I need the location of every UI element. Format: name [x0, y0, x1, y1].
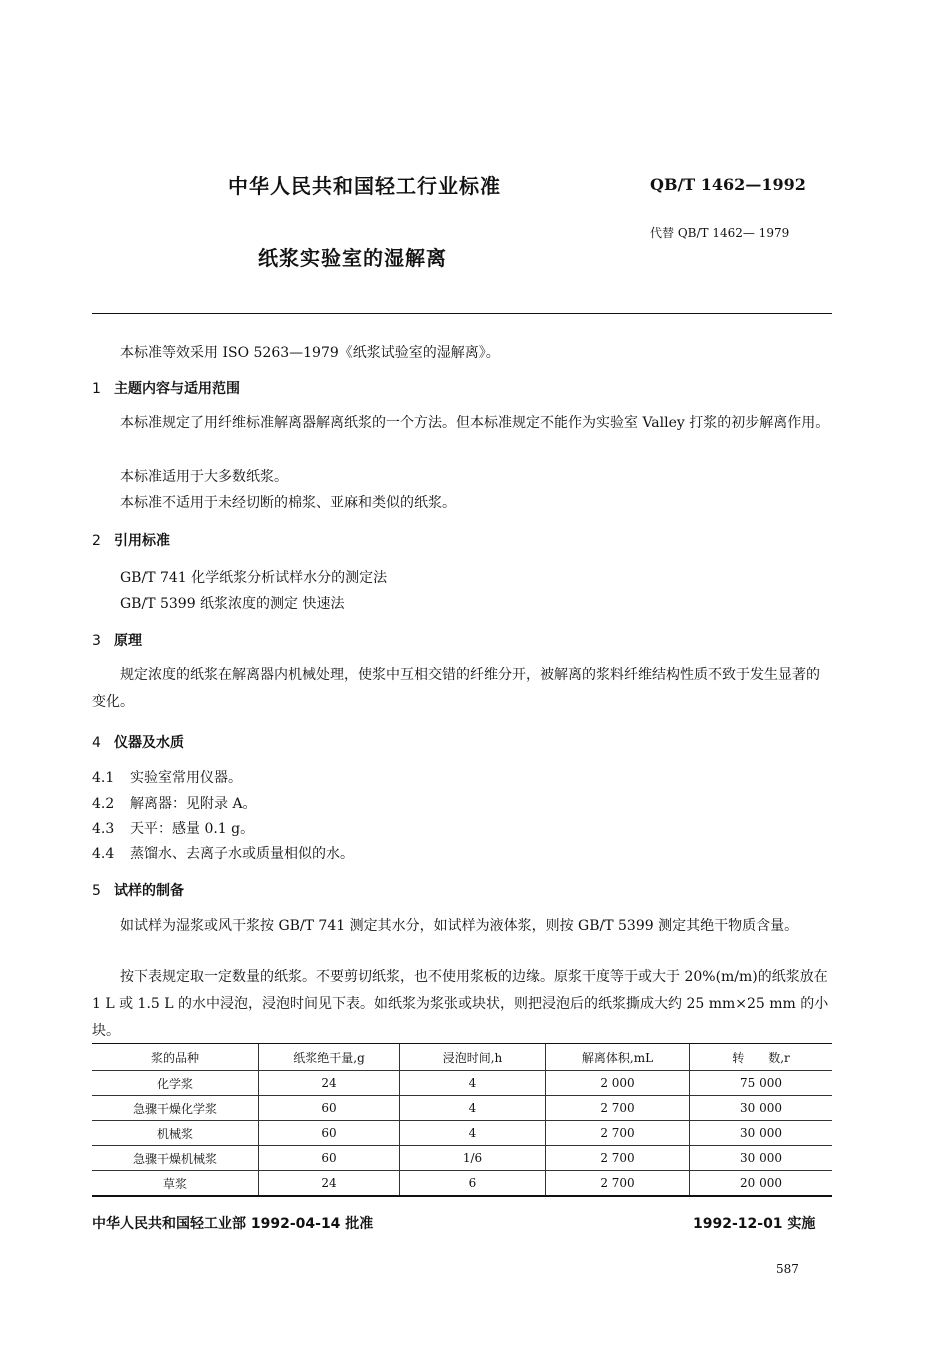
subclause-item: [92, 818, 254, 838]
section-number: 4: [92, 735, 101, 751]
subclause-text: 天平：感量 0.1 g。: [130, 821, 255, 837]
subclause-item: [92, 793, 257, 813]
table-cell: 30 000: [690, 1121, 833, 1146]
paragraph-text: 本标准规定了用纤维标准解离器解离纸浆的一个方法。但本标准规定不能作为实验室 Valley 打浆的初步解离作用。: [120, 415, 830, 431]
paragraph-text: 按下表规定取一定数量的纸浆。不要剪切纸浆，也不使用浆板的边缘。原浆干度等于或大于 20%(m/m)的纸浆放在 1 L 或 1.5 L 的水中浸泡，浸泡时间见下表。如纸浆为浆张或块状，则把浸泡后的纸浆撕成大约 25 mm×25 mm 的小块。: [92, 969, 829, 1039]
section-title: 仪器及水质: [114, 735, 184, 751]
section5-paragraph-2: [92, 964, 832, 1045]
table-cell: 草浆: [92, 1171, 259, 1196]
table-cell: 4: [400, 1121, 546, 1146]
table-cell: 6: [400, 1171, 546, 1196]
document-title: 纸浆实验室的湿解离: [258, 246, 447, 270]
table-cell: 2 700: [546, 1171, 690, 1196]
section-heading-4: [92, 732, 184, 752]
table-cell: 30 000: [690, 1096, 833, 1121]
table-cell: 24: [259, 1071, 400, 1096]
table-cell: 2 700: [546, 1121, 690, 1146]
section3-paragraph: [92, 662, 832, 716]
replaces-note: 代替 QB/T 1462— 1979: [650, 226, 790, 240]
footer-divider: [92, 1196, 832, 1197]
table-row: [92, 1121, 832, 1146]
reference-item: GB/T 5399 纸浆浓度的测定 快速法: [120, 596, 345, 612]
subclause-number: 4.3: [92, 821, 115, 837]
subclause-text: 实验室常用仪器。: [130, 770, 242, 786]
table-row: [92, 1071, 832, 1096]
paragraph-text: 规定浓度的纸浆在解离器内机械处理，使浆中互相交错的纤维分开，被解离的浆料纤维结构性质不致于发生显著的变化。: [92, 667, 820, 710]
table-cell: 急骤干燥化学浆: [92, 1096, 259, 1121]
table-header-row: [92, 1044, 832, 1071]
section1-paragraph: [92, 410, 832, 437]
column-header: 浸泡时间,h: [400, 1044, 546, 1071]
reference-item: GB/T 741 化学纸浆分析试样水分的测定法: [120, 570, 388, 586]
table-cell: 20 000: [690, 1171, 833, 1196]
standard-number: QB/T 1462—1992: [650, 175, 806, 194]
subclause-number: 4.1: [92, 770, 115, 786]
section-title: 主题内容与适用范围: [114, 381, 240, 397]
column-header: 纸浆绝干量,g: [259, 1044, 400, 1071]
table-cell: 4: [400, 1071, 546, 1096]
subclause-text: 蒸馏水、去离子水或质量相似的水。: [130, 846, 354, 862]
table-cell: 机械浆: [92, 1121, 259, 1146]
section-heading-3: [92, 630, 142, 650]
subclause-text: 解离器：见附录 A。: [130, 796, 257, 812]
section-heading-1: [92, 378, 240, 398]
table-row: [92, 1096, 832, 1121]
table-cell: 30 000: [690, 1146, 833, 1171]
page-number: 587: [776, 1262, 799, 1276]
subclause-item: [92, 767, 242, 787]
section5-paragraph-1: [92, 913, 832, 940]
table-cell: 急骤干燥机械浆: [92, 1146, 259, 1171]
table-cell: 60: [259, 1146, 400, 1171]
pulp-conditions-table: [92, 1043, 832, 1196]
subclause-number: 4.2: [92, 796, 115, 812]
paragraph-text: 如试样为湿浆或风干浆按 GB/T 741 测定其水分，如试样为液体浆，则按 GB/T 5399 测定其绝干物质含量。: [120, 918, 799, 934]
intro-statement: 本标准等效采用 ISO 5263—1979《纸浆试验室的湿解离》。: [120, 345, 500, 361]
column-header: 浆的品种: [92, 1044, 259, 1071]
section-number: 3: [92, 633, 101, 649]
section-number: 1: [92, 381, 101, 397]
table-cell: 2 700: [546, 1146, 690, 1171]
section-number: 2: [92, 533, 101, 549]
column-header: 解离体积,mL: [546, 1044, 690, 1071]
section1-applicability: 本标准适用于大多数纸浆。: [120, 469, 288, 485]
table-cell: 1/6: [400, 1146, 546, 1171]
column-header: 转 数,r: [690, 1044, 833, 1071]
table-cell: 60: [259, 1121, 400, 1146]
table-cell: 60: [259, 1096, 400, 1121]
approval-line: 中华人民共和国轻工业部 1992-04-14 批准: [92, 1216, 374, 1232]
issuer-title: 中华人民共和国轻工行业标准: [228, 174, 501, 198]
table-cell: 4: [400, 1096, 546, 1121]
table-row: [92, 1146, 832, 1171]
section-number: 5: [92, 883, 101, 899]
table-cell: 24: [259, 1171, 400, 1196]
section-title: 引用标准: [114, 533, 170, 549]
effective-date: 1992-12-01 实施: [693, 1216, 816, 1232]
subclause-item: [92, 843, 354, 863]
section1-exclusion: 本标准不适用于未经切断的棉浆、亚麻和类似的纸浆。: [120, 495, 456, 511]
table-cell: 2 000: [546, 1071, 690, 1096]
section-heading-2: [92, 530, 170, 550]
table-cell: 化学浆: [92, 1071, 259, 1096]
table-row: [92, 1171, 832, 1196]
table-cell: 75 000: [690, 1071, 833, 1096]
section-title: 原理: [114, 633, 142, 649]
section-heading-5: [92, 880, 184, 900]
header-divider: [92, 313, 832, 314]
table-cell: 2 700: [546, 1096, 690, 1121]
section-title: 试样的制备: [114, 883, 184, 899]
subclause-number: 4.4: [92, 846, 115, 862]
